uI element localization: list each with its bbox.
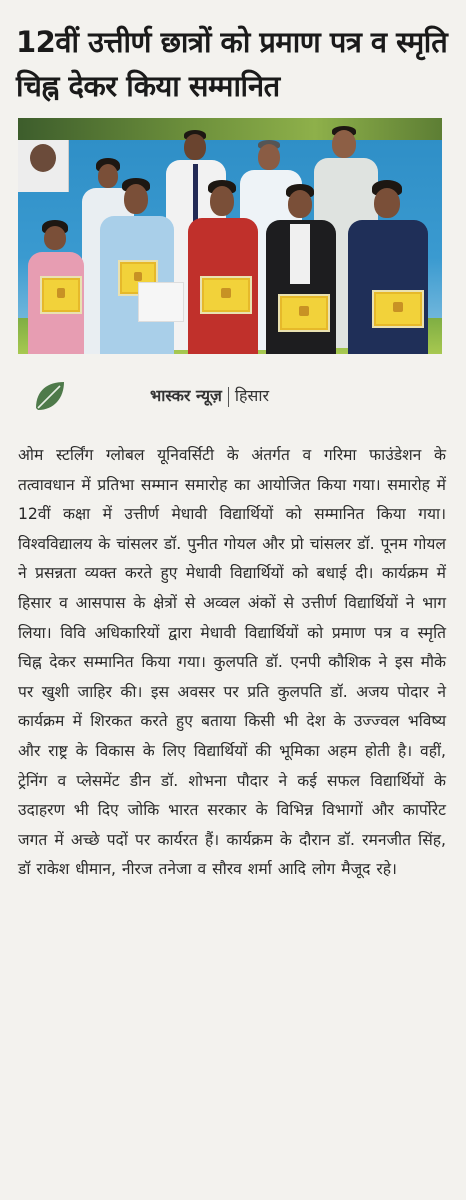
byline-place: हिसार bbox=[234, 386, 270, 405]
leaf-icon bbox=[32, 378, 68, 414]
byline-divider bbox=[228, 387, 229, 407]
byline-source: भास्कर न्यूज़ bbox=[150, 386, 222, 405]
headline: 12वीं उत्तीर्ण छात्रों को प्रमाण पत्र व स्मृति चिह्न देकर किया सम्मानित bbox=[16, 25, 448, 103]
group-photo bbox=[18, 118, 442, 354]
byline bbox=[150, 384, 269, 407]
article-body: ओम स्टर्लिंग ग्लोबल यूनिवर्सिटी के अंतर्गत व गरिमा फाउंडेशन के तत्वावधान में प्रतिभा सम्मान समारोह का आयोजित किया गया। समारोह में 12वीं कक्षा में उत्तीर्ण मेधावी विद्यार्थियों को सम्मानित किया गया। विश्वविद्यालय के चांसलर डॉ. पुनीत गोयल और प्रो चांसलर डॉ. पूनम गोयल ने प्रसन्नता व्यक्त करते हुए मेधावी विद्यार्थियों को बधाई दी। कार्यक्रम में हिसार व आसपास के क्षेत्रों से अव्वल अंकों से उत्तीर्ण विद्यार्थियों ने भाग लिया। विवि अधिकारियों द्वारा मेधावी विद्यार्थियों को प्रमाण पत्र व स्मृति चिह्न देकर सम्मानित किया गया। कुलपति डॉ. एनपी कौशिक ने इस मौके पर खुशी जाहिर की। इस अवसर पर प्रति कुलपति डॉ. अजय पोदार ने कार्यक्रम में शिरकत करते हुए बताया किसी भी देश के उज्ज्वल भविष्य और राष्ट्र के विकास के लिए विद्यार्थियों की भूमिका अहम होती है। वहीं, ट्रेनिंग व प्लेसमेंट डीन डॉ. शोभना पौदार ने कई सफल विद्यार्थियों के उदाहरण भी दिए जोकि भारत सरकार के विभिन्न विभागों और कार्पोरेट जगत में अच्छे पदों पर कार्यरत हैं। कार्यक्रम के दौरान डॉ. रमनजीत सिंह, डॉ राकेश धीमान, नीरज तनेजा व सौरव शर्मा आदि लोग मैजूद रहे। bbox=[18, 446, 446, 879]
photo-inset bbox=[18, 140, 69, 192]
